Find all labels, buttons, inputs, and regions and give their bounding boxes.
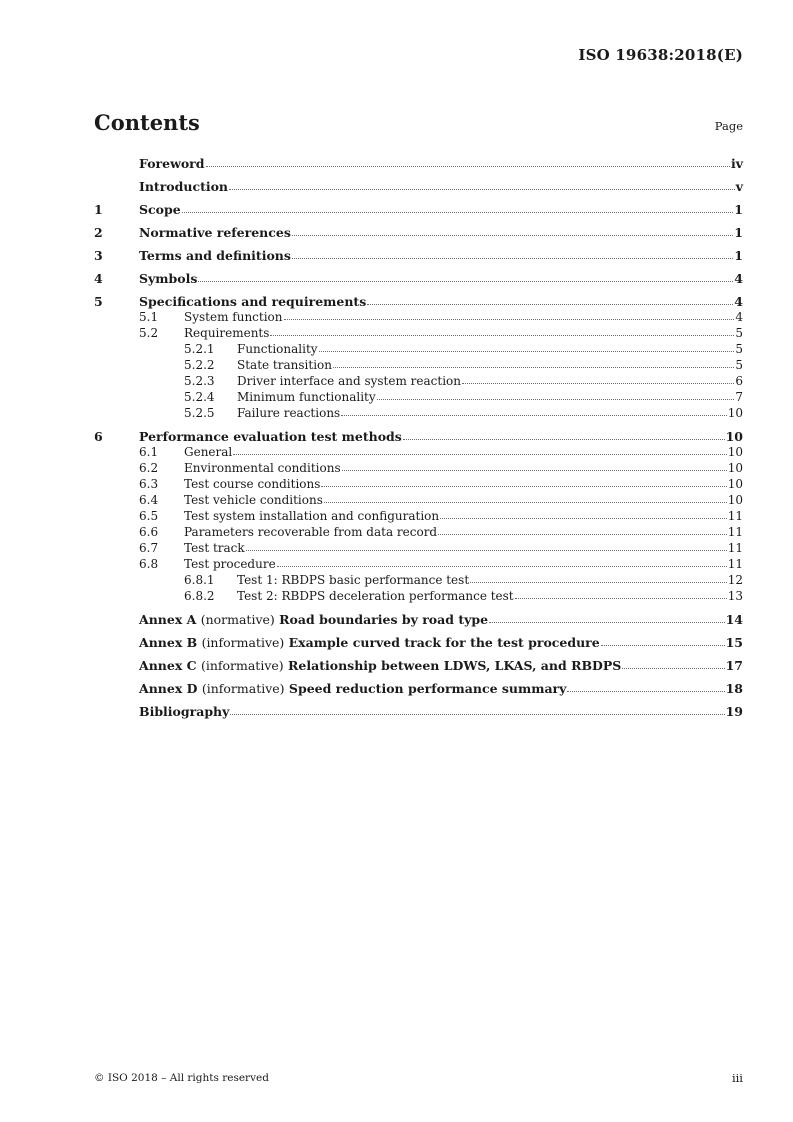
dot-leader (277, 566, 727, 567)
document-header-id: ISO 19638:2018(E) (578, 46, 743, 64)
toc-entry-number: 5.2.5 (184, 406, 215, 420)
toc-entry-title: Test procedure (184, 557, 276, 571)
toc-entry-page: 10 (727, 477, 743, 491)
toc-entry-number: 2 (94, 225, 103, 240)
toc-entry[interactable] (94, 225, 743, 240)
toc-entry[interactable] (94, 658, 743, 673)
toc-entry-number: 5.2 (139, 326, 159, 340)
toc-entry-number: 1 (94, 202, 103, 217)
toc-entry-number: 5.1 (139, 310, 159, 324)
toc-entry-title: Test 1: RBDPS basic performance test (237, 573, 470, 587)
toc-entry-number: 3 (94, 248, 103, 263)
dot-leader (438, 534, 727, 535)
toc-entry[interactable] (94, 429, 743, 444)
dot-leader (342, 470, 727, 471)
toc-entry-page: 10 (727, 461, 743, 475)
toc-entry-page: 4 (735, 310, 743, 324)
annex-type: (informative) (201, 681, 285, 696)
toc-entry[interactable] (94, 341, 743, 357)
toc-entry[interactable] (94, 179, 743, 194)
toc-entry-page: 10 (725, 429, 743, 444)
annex-type: (informative) (200, 658, 284, 673)
toc-entry[interactable] (94, 704, 743, 719)
toc-entry-title (139, 681, 566, 696)
footer-page-number: iii (731, 1071, 743, 1085)
toc-entry-number: 5.2.3 (184, 374, 215, 388)
toc-entry-number: 6.1 (139, 445, 159, 459)
dot-leader (292, 235, 733, 236)
toc-entry[interactable] (94, 271, 743, 286)
dot-leader (489, 622, 725, 623)
toc-entry[interactable] (94, 444, 743, 460)
annex-type: (normative) (200, 612, 275, 627)
toc-entry[interactable] (94, 524, 743, 540)
toc-entry[interactable] (94, 635, 743, 650)
toc-entry-page: 11 (727, 525, 743, 539)
toc-entry-number: 6.5 (139, 509, 159, 523)
toc-entry-page: 1 (734, 248, 743, 263)
toc-entry-page: 10 (727, 445, 743, 459)
toc-entry-page: 19 (725, 704, 743, 719)
toc-entry[interactable] (94, 156, 743, 171)
toc-entry-page: 10 (727, 406, 743, 420)
toc-entry-page: 11 (727, 509, 743, 523)
toc-entry[interactable] (94, 508, 743, 524)
toc-entry-title: Environmental conditions (184, 461, 341, 475)
toc-entry-page: 6 (735, 374, 743, 388)
toc-entry-page: 5 (735, 342, 743, 356)
toc-entry-title: Test vehicle conditions (184, 493, 323, 507)
toc-entry-title: Failure reactions (237, 406, 341, 420)
toc-entry-title: Test track (184, 541, 245, 555)
toc-entry-page: 4 (734, 294, 743, 309)
annex-label: Annex D (139, 681, 198, 696)
dot-leader (470, 582, 727, 583)
dot-leader (324, 502, 727, 503)
toc-entry-page: 18 (725, 681, 743, 696)
toc-entry-number: 6.4 (139, 493, 159, 507)
toc-entry[interactable] (94, 476, 743, 492)
toc-entry-title: Minimum functionality (237, 390, 376, 404)
toc-entry-page: 5 (735, 326, 743, 340)
toc-entry-number: 6.8 (139, 557, 159, 571)
toc-entry-number: 6.8.1 (184, 573, 215, 587)
dot-leader (440, 518, 727, 519)
dot-leader (321, 486, 726, 487)
annex-title: Speed reduction performance summary (288, 681, 567, 696)
toc-entry-title: Bibliography (139, 704, 230, 719)
dot-leader (229, 189, 735, 190)
toc-entry-number: 6.6 (139, 525, 159, 539)
toc-entry-page: 13 (727, 589, 743, 603)
annex-label: Annex A (139, 612, 197, 627)
toc-entry-number: 5.2.1 (184, 342, 215, 356)
dot-leader (284, 319, 735, 320)
toc-entry[interactable] (94, 556, 743, 572)
toc-entry-number: 6.7 (139, 541, 159, 555)
toc-entry-number: 5.2.2 (184, 358, 215, 372)
toc-entry-number: 6.8.2 (184, 589, 215, 603)
toc-entry-number: 5 (94, 294, 103, 309)
toc-entry-number: 6.2 (139, 461, 159, 475)
dot-leader (182, 212, 734, 213)
dot-leader (198, 281, 733, 282)
dot-leader (377, 399, 735, 400)
toc-entry-title (139, 658, 621, 673)
toc-entry-page: 11 (727, 541, 743, 555)
toc-entry-title: Scope (139, 202, 181, 217)
dot-leader (206, 166, 730, 167)
dot-leader (270, 335, 734, 336)
footer-copyright: © ISO 2018 – All rights reserved (94, 1072, 269, 1084)
dot-leader (233, 454, 726, 455)
toc-entry[interactable] (94, 202, 743, 217)
toc-entry[interactable] (94, 588, 743, 604)
dot-leader (403, 439, 725, 440)
toc-entry-number: 5.2.4 (184, 390, 215, 404)
toc-entry-title: Normative references (139, 225, 291, 240)
dot-leader (246, 550, 727, 551)
toc-entry[interactable] (94, 294, 743, 309)
toc-entry-title: Introduction (139, 179, 229, 194)
annex-title: Example curved track for the test procedure (288, 635, 600, 650)
annex-label: Annex C (139, 658, 197, 673)
dot-leader (515, 598, 727, 599)
toc-entry[interactable] (94, 309, 743, 325)
toc-entry[interactable] (94, 389, 743, 405)
toc-entry-page: 1 (734, 225, 743, 240)
toc-entry-title: Requirements (184, 326, 270, 340)
toc-entry-title: Driver interface and system reaction (237, 374, 462, 388)
toc-entry-page: 4 (734, 271, 743, 286)
dot-leader (462, 383, 734, 384)
toc-entry-page: 11 (727, 557, 743, 571)
toc-entry[interactable] (94, 612, 743, 627)
toc-entry-title (139, 635, 600, 650)
dot-leader (341, 415, 727, 416)
toc-entry-page: 14 (725, 612, 743, 627)
toc-entry-title: System function (184, 310, 283, 324)
toc-entry-number: 4 (94, 271, 103, 286)
annex-label: Annex B (139, 635, 198, 650)
toc-entry-title: Test 2: RBDPS deceleration performance test (237, 589, 514, 603)
toc-entry-page: iv (730, 156, 743, 171)
toc-entry-page: 15 (725, 635, 743, 650)
dot-leader (622, 668, 724, 669)
dot-leader (567, 691, 724, 692)
annex-title: Relationship between LDWS, LKAS, and RBDPS (288, 658, 622, 673)
toc-entry-title: Functionality (237, 342, 318, 356)
toc-entry-page: 5 (735, 358, 743, 372)
toc-entry-page: v (735, 179, 743, 194)
toc-entry[interactable] (94, 325, 743, 341)
toc-entry-page: 10 (727, 493, 743, 507)
annex-type: (informative) (201, 635, 285, 650)
toc-entry-title: State transition (237, 358, 332, 372)
toc-entry[interactable] (94, 405, 743, 421)
toc-entry[interactable] (94, 460, 743, 476)
toc-entry-page: 7 (735, 390, 743, 404)
contents-heading: Contents (94, 110, 200, 135)
toc-entry[interactable] (94, 540, 743, 556)
table-of-contents (94, 156, 743, 719)
toc-entry-title: Symbols (139, 271, 198, 286)
page-column-label: Page (714, 119, 743, 133)
toc-entry-page: 17 (725, 658, 743, 673)
toc-entry-title (139, 612, 488, 627)
toc-entry-title: Specifications and requirements (139, 294, 367, 309)
toc-entry-title: Foreword (139, 156, 205, 171)
toc-entry-title: Test system installation and configuration (184, 509, 440, 523)
toc-entry-title: Parameters recoverable from data record (184, 525, 438, 539)
toc-entry[interactable] (94, 681, 743, 696)
dot-leader (333, 367, 734, 368)
toc-entry[interactable] (94, 373, 743, 389)
toc-entry[interactable] (94, 572, 743, 588)
toc-entry[interactable] (94, 248, 743, 263)
toc-entry-title: Performance evaluation test methods (139, 429, 402, 444)
dot-leader (292, 258, 733, 259)
toc-entry[interactable] (94, 357, 743, 373)
toc-entry-title: General (184, 445, 233, 459)
annex-title: Road boundaries by road type (279, 612, 489, 627)
dot-leader (367, 304, 733, 305)
toc-entry-page: 12 (727, 573, 743, 587)
toc-entry-title: Terms and definitions (139, 248, 291, 263)
toc-entry-title: Test course conditions (184, 477, 321, 491)
toc-entry-page: 1 (734, 202, 743, 217)
toc-entry-number: 6.3 (139, 477, 159, 491)
dot-leader (230, 714, 724, 715)
dot-leader (601, 645, 725, 646)
dot-leader (319, 351, 735, 352)
toc-entry[interactable] (94, 492, 743, 508)
toc-entry-number: 6 (94, 429, 103, 444)
